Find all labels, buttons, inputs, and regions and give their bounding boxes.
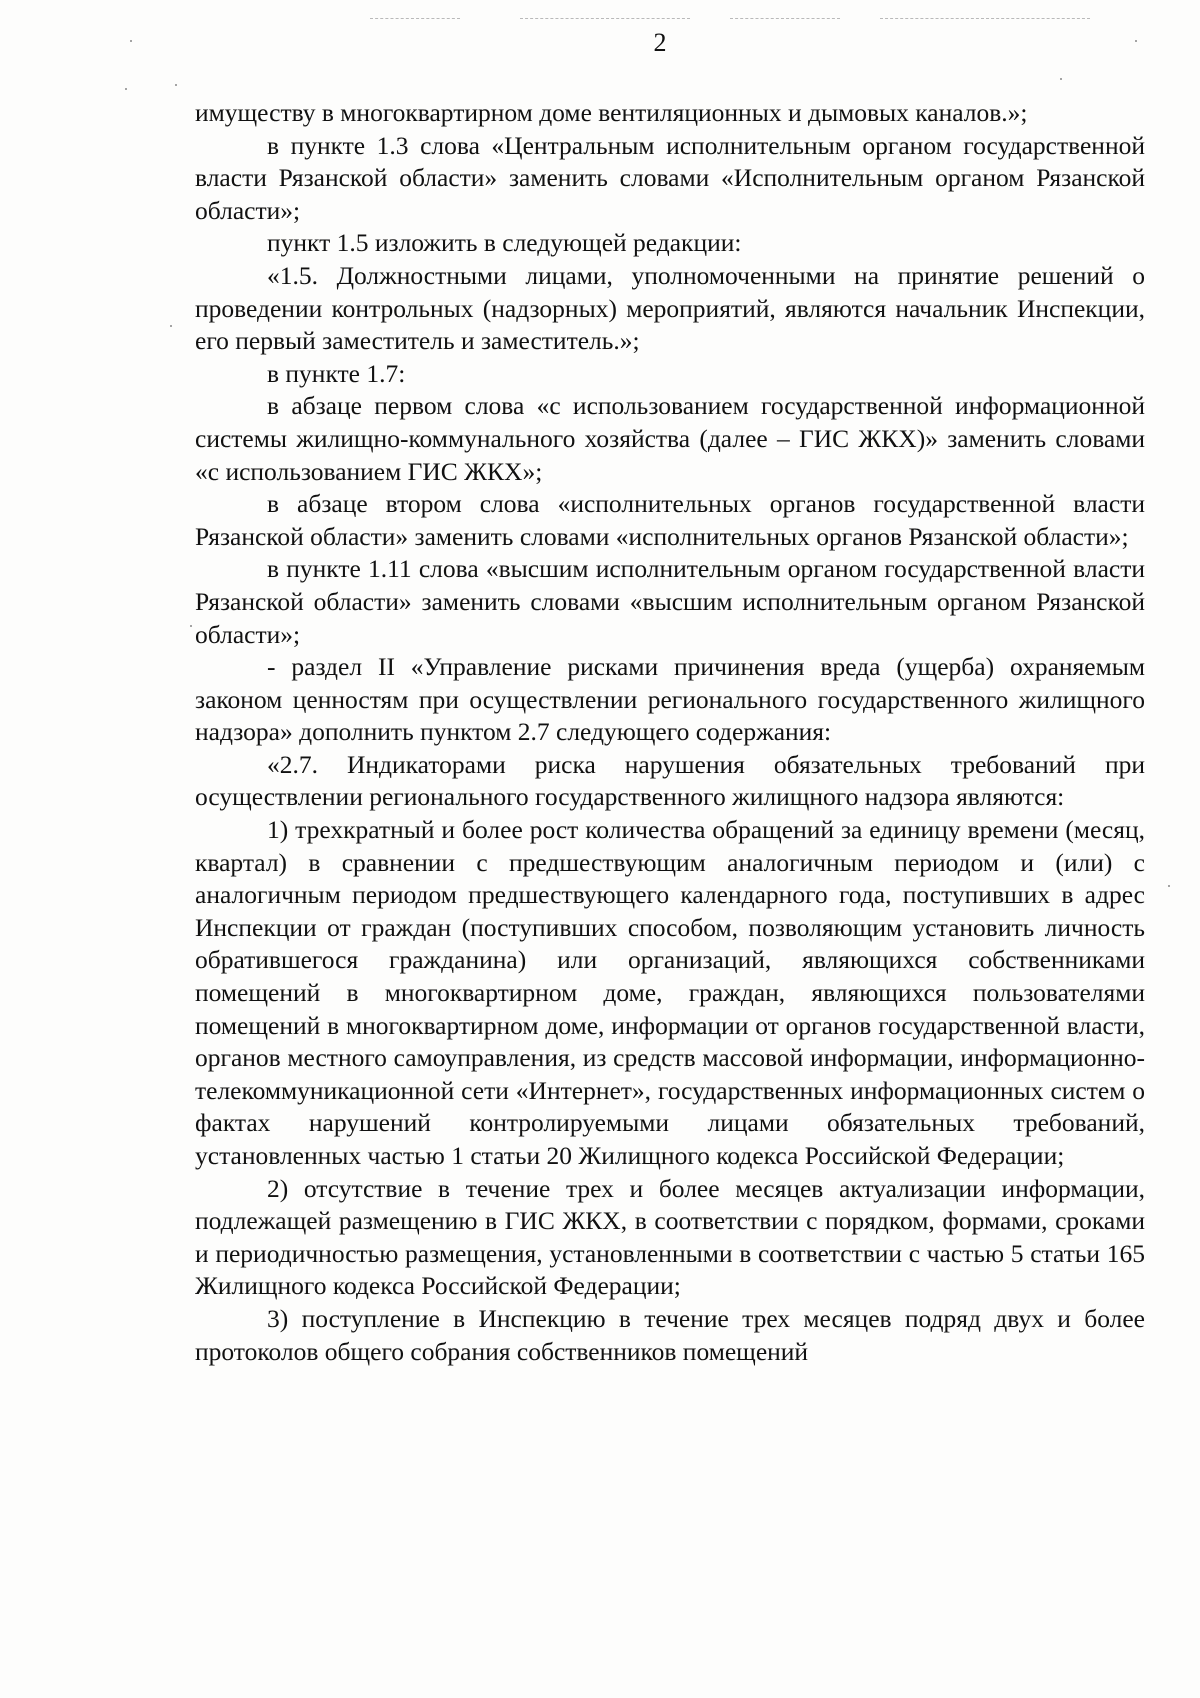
paragraph: 2) отсутствие в течение трех и более месяцев актуализации информации, подлежащей размещению в ГИС ЖКХ, в соответствии с порядком, формами, сроками и периодичностью размещения, установленными в соответствии с частью 5 статьи 165 Жилищного кодекса Российской Федерации; (195, 1173, 1145, 1301)
paragraph: имуществу в многоквартирном доме вентиляционных и дымовых каналов.»; (195, 98, 1028, 127)
scan-artifact-line (730, 18, 840, 19)
paragraph: в пункте 1.11 слова «высшим исполнительным органом государственной власти Рязанской области» заменить словами «высшим исполнительным органом Рязанской области»; (195, 554, 1145, 649)
scan-artifact-line (520, 18, 690, 19)
page-number: 2 (653, 28, 667, 57)
scan-artifact-line (880, 18, 1090, 19)
scan-artifact-dot (125, 88, 127, 90)
paragraph: в пункте 1.3 слова «Центральным исполнительным органом государственной власти Рязанской области» заменить словами «Исполнительным органом Рязанской области»; (195, 130, 1145, 225)
paragraph: в абзаце втором слова «исполнительных органов государственной власти Рязанской области» заменить словами «исполнительных органов Рязанской области»; (195, 489, 1145, 551)
paragraph: в абзаце первом слова «с использованием государственной информационной системы жилищно-коммунального хозяйства (далее – ГИС ЖКХ)» заменить словами «с использованием ГИС ЖКХ»; (195, 391, 1145, 486)
scan-artifact-dot (1060, 78, 1062, 80)
scan-artifact-dot (170, 325, 172, 327)
paragraph: «2.7. Индикаторами риска нарушения обязательных требований при осуществлении регионального государственного жилищного надзора являются: (195, 749, 1145, 812)
document-body (195, 97, 1145, 1368)
paragraph: - раздел II «Управление рисками причинения вреда (ущерба) охраняемым законом ценностям при осуществлении регионального государственного жилищного надзора» дополнить пунктом 2.7 следующего содержания: (195, 652, 1145, 747)
paragraph: в пункте 1.7: (267, 358, 406, 388)
paragraph: «1.5. Должностными лицами, уполномоченными на принятие решений о проведении контрольных (надзорных) мероприятий, являются начальник Инспекции, его первый заместитель и заместитель.»; (195, 260, 1145, 356)
paragraph: пункт 1.5 изложить в следующей редакции: (267, 228, 742, 258)
scan-artifact-line (370, 18, 460, 19)
scan-artifact-dot (190, 625, 192, 627)
scan-artifact-dot (1168, 885, 1170, 887)
paragraph: 1) трехкратный и более рост количества обращений за единицу времени (месяц, квартал) в сравнении с предшествующим аналогичным периодом и (или) с аналогичным периодом предшествующего календарного года, поступивших в адрес Инспекции от граждан (поступивших способом, позволяющим установить личность обратившегося гражданина) или организаций, являющихся собственниками помещений в многоквартирном доме, граждан, являющихся пользователями помещений в многоквартирном доме, информации от органов государственной власти, органов местного самоуправления, из средств массовой информации, информационно-телекоммуникационной сети «Интернет», государственных информационных систем о фактах нарушений контролируемыми лицами обязательных требований, установленных частью 1 статьи 20 Жилищного кодекса Российской Федерации; (195, 815, 1145, 1170)
scan-artifact-dot (175, 84, 177, 86)
paragraph: 3) поступление в Инспекцию в течение трех месяцев подряд двух и более протоколов общего собрания собственников помещений (195, 1303, 1145, 1366)
